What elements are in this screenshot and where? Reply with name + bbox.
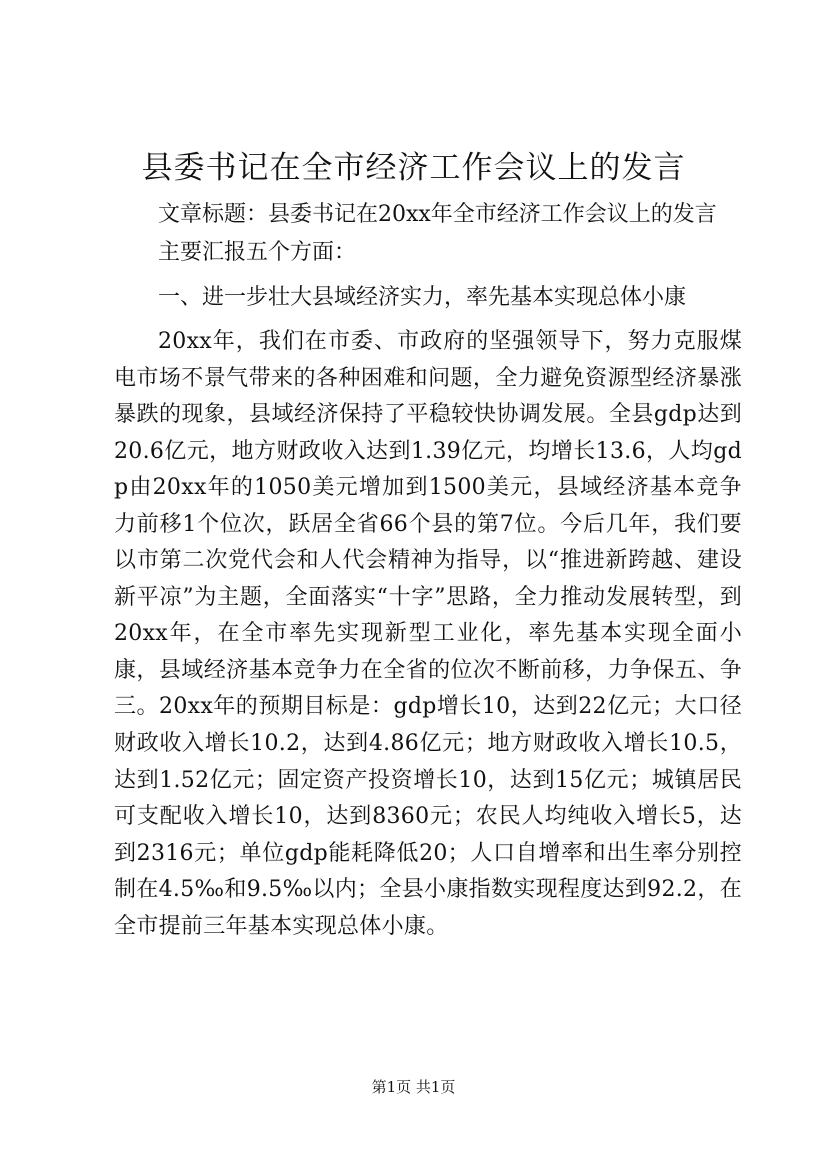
document-title: 县委书记在全市经济工作会议上的发言 [141, 150, 686, 186]
article-title-line: 文章标题：县委书记在20xx年全市经济工作会议上的发言 [158, 202, 717, 227]
page-footer: 第1页 共1页 [371, 1078, 456, 1096]
section-heading: 一、进一步壮大县域经济实力，率先基本实现总体小康 [158, 285, 687, 310]
body-paragraph: 20xx年，我们在市委、市政府的坚强领导下，努力克服煤电市场不景气带来的各种困难和问题，全力避免资源型经济暴涨暴跌的现象，县域经济保持了平稳较快协调发展。全县gdp达到20.6亿元，地方财政收入达到1.39亿元，均增长13.6，人均gdp由20xx年的1050美元增加到1500美元，县域经济基本竞争力前移1个位次，跃居全省66个县的第7位。今后几年，我们要以市第二次党代会和人代会精神为指导，以“推进新跨越、建设新平凉”为主题，全面落实“十字”思路，全力推动发展转型，到20xx年，在全市率先实现新型工业化，率先基本实现全面小康，县域经济基本竞争力在全省的位次不断前移，力争保五、争三。20xx年的预期目标是：gdp增长10，达到22亿元；大口径财政收入增长10.2，达到4.86亿元；地方财政收入增长10.5，达到1.52亿元；固定资产投资增长10，达到15亿元；城镇居民可支配收入增长10，达到8360元；农民人均纯收入增长5，达到2316元；单位gdp能耗降低20；人口自增率和出生率分别控制在4.5‰和9.5‰以内；全县小康指数实现程度达到92.2，在全市提前三年基本实现总体小康。 [114, 329, 742, 939]
intro-line: 主要汇报五个方面： [158, 240, 357, 265]
